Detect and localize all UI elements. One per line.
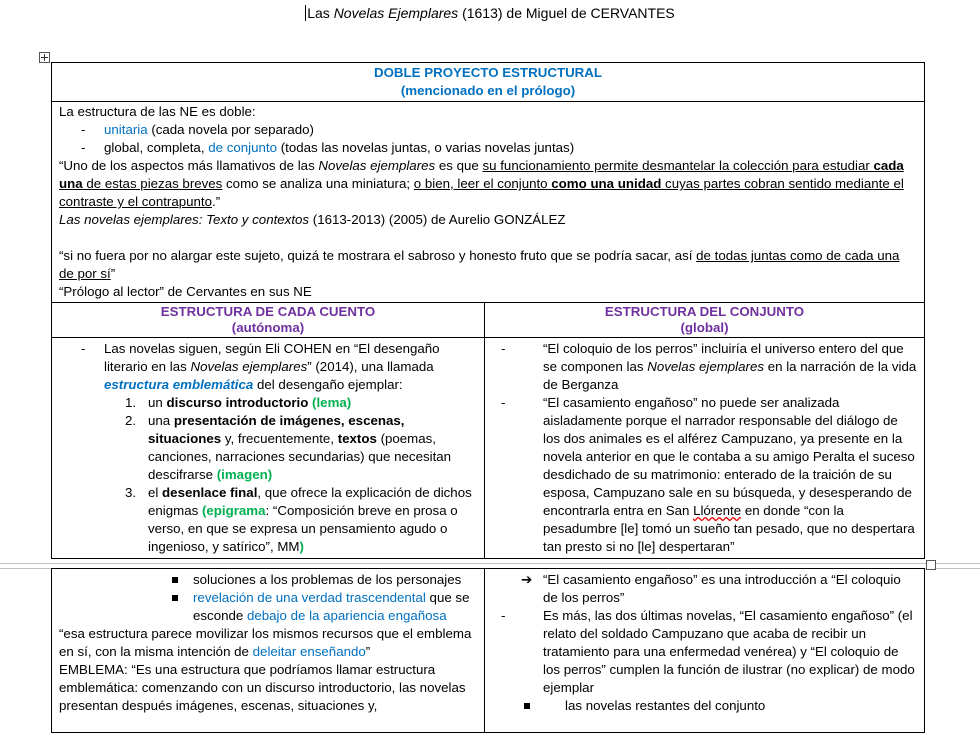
table-heading: DOBLE PROYECTO ESTRUCTURAL (mencionado en el prólogo)	[52, 63, 925, 102]
numbered-item: 2. una presentación de imágenes, escenas, situaciones y, frecuentemente, textos (poemas, canciones, narraciones secundarias) que necesitan descifrarse (imagen)	[125, 413, 452, 482]
list-item: - “El casamiento engañoso” no puede ser analizada aisladamente porque el narrador responsable del diálogo de los dos animales es el alférez Campuzano, ya presente en la novela anterior en que le contaba a su amigo Peralta el suceso desdichado de su matrimonio: enterado de la traición de su esposa, Campuzano sale en su búsqueda, y desesperando de encontrarla entra en San Llórente en donde “con la pesadumbre [le] tomó un sueño tan pesado, que no despertara tan presto si no [le] despertaran”	[492, 394, 917, 556]
list-item: - Es más, las dos últimas novelas, “El casamiento engañoso” (el relato del soldado Campuzano que acaba de recibir un tratamiento para una enfermedad venérea) y “El coloquio de los perros” cumplen la función de ilustrar (no explicar) de modo ejemplar	[492, 607, 917, 697]
left-column-cell	[52, 569, 485, 733]
bullet-item: revelación de una verdad trascendental que se esconde debajo de la apariencia engañosa	[59, 589, 477, 625]
list-item: - Las novelas siguen, según Eli COHEN en “El desengaño literario en las Novelas ejemplares” (2014), una llamada estructura emblemática del desengaño ejemplar:	[59, 340, 477, 394]
document-title: Las Novelas Ejemplares (1613) de Miguel de CERVANTES	[307, 5, 675, 21]
numbered-item: 1. un discurso introductorio (lema)	[125, 395, 352, 410]
reference: “Prólogo al lector” de Cervantes en sus NE	[59, 284, 312, 299]
list-item: - “El coloquio de los perros” incluiría el universo entero del que se componen las Novelas ejemplares en la narración de la vida de Berganza	[492, 340, 917, 394]
column-heading-right: ESTRUCTURA DEL CONJUNTO (global)	[485, 303, 925, 338]
list-item: - global, completa, de conjunto (todas las novelas juntas, o varias novelas juntas)	[59, 139, 917, 157]
numbered-item: 3. el desenlace final, que ofrece la explicación de dichos enigmas (epigrama: “Composición breve en prosa o verso, en que se expresa un pensamiento agudo o ingenioso, y satírico”, MM)	[125, 485, 472, 554]
reference: Las novelas ejemplares: Texto y contextos (1613-2013) (2005) de Aurelio GONZÁLEZ	[59, 212, 566, 227]
structure-table	[51, 62, 925, 559]
bullet-item: soluciones a los problemas de los personajes	[59, 571, 477, 589]
right-column-cell	[485, 569, 925, 733]
left-column-cell	[52, 338, 485, 559]
quote-gonzalez: “Uno de los aspectos más llamativos de las Novelas ejemplares es que su funcionamiento permite desmantelar la colección para estudiar cada una de estas piezas breves como se analiza una miniatura; o bien, leer el conjunto como una unidad cuyas partes cobran sentido mediante el contraste y el contrapunto.”	[59, 158, 904, 209]
table-resize-handle-icon[interactable]	[926, 560, 936, 570]
quote: “esa estructura parece movilizar los mismos recursos que el emblema en sí, con la misma intención de deleitar enseñando”	[59, 626, 472, 659]
right-column-cell	[485, 338, 925, 559]
arrow-right-icon: ➔	[521, 572, 533, 587]
quote-prologo: “si no fuera por no alargar este sujeto, quizá te mostrara el sabroso y honesto fruto que se podría sacar, así de todas juntas como de cada una de por sí”	[59, 248, 900, 281]
arrow-item: ➔ “El casamiento engañoso” es una introducción a “El coloquio de los perros”	[521, 572, 901, 605]
emblem-definition: EMBLEMA: “Es una estructura que podríamos llamar estructura emblemática: comenzando con un discurso introductorio, las novelas presentan después imágenes, escenas, situaciones y,	[59, 662, 466, 713]
list-item: - unitaria (cada novela por separado)	[59, 121, 917, 139]
table-move-handle-icon[interactable]	[39, 52, 50, 63]
column-heading-left: ESTRUCTURA DE CADA CUENTO (autónoma)	[52, 303, 485, 338]
structure-table-continued	[51, 568, 925, 733]
bullet-item: las novelas restantes del conjunto	[492, 697, 917, 715]
intro-cell: La estructura de las NE es doble: - unitaria (cada novela por separado) - global, completa, de conjunto (todas las novelas juntas, o varias novelas juntas) “Uno de los aspectos más llamativos de las Novelas ejemplares es que su funcionamiento permite desmantelar la colección para estudiar cada una de estas piezas breves como se analiza una miniatura; o bien, leer el conjunto como una unidad cuyas partes cobran sentido mediante el contraste y el contrapunto.” Las novelas ejemplares: Texto y contextos (1613-2013) (2005) de Aurelio GONZÁLEZ “si no fuera por no alargar este sujeto, quizá te mostrara el sabroso y honesto fruto que se podría sacar, así de todas juntas como de cada una de por sí” “Prólogo al lector” de Cervantes en sus NE	[52, 102, 925, 303]
